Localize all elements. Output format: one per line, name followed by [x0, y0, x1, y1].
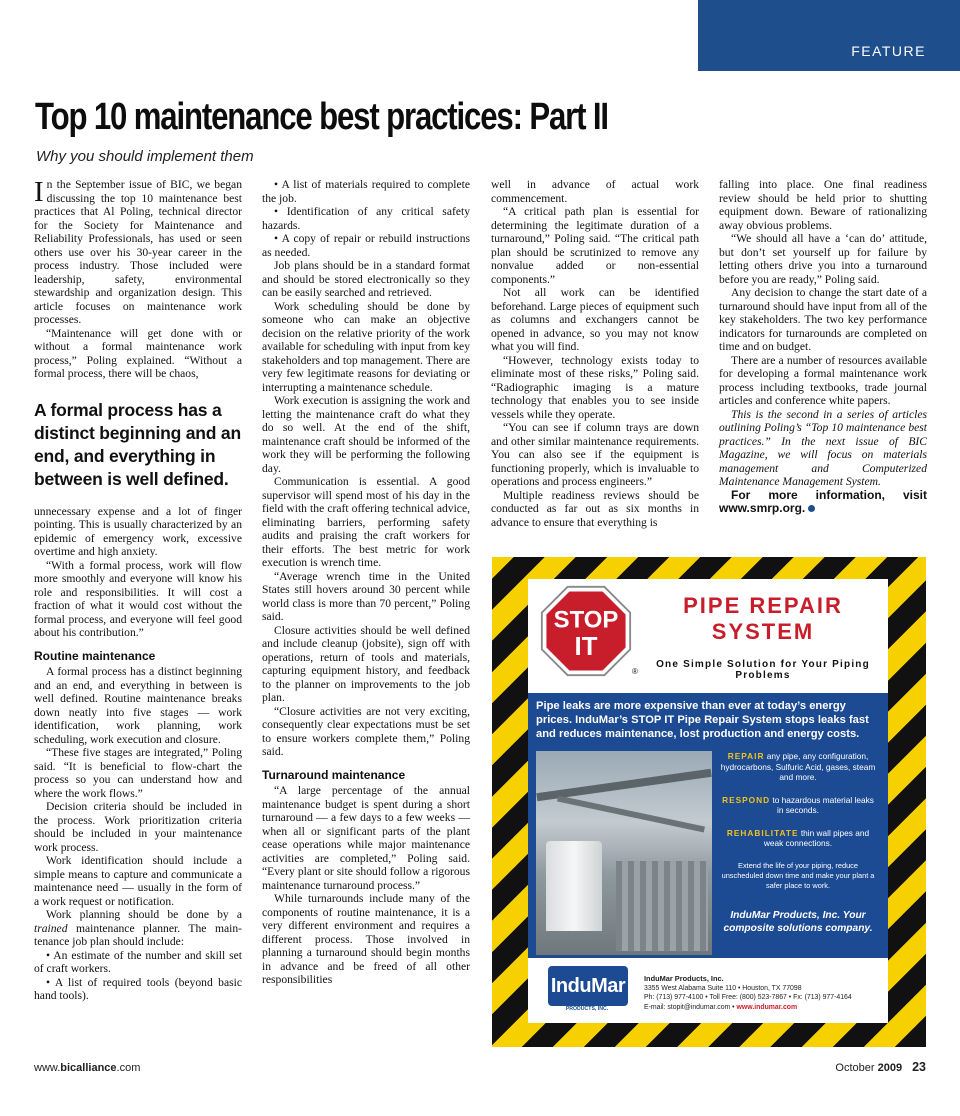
bullet-item: • A list of materials required to complete the job.: [262, 178, 470, 205]
ad-contact: [644, 974, 884, 1012]
stop-sign-icon: [540, 585, 632, 677]
ad-company-tag: InduMar Products, Inc. Your composite solutions company.: [723, 909, 873, 934]
section-heading: Routine maintenance: [34, 648, 156, 663]
paragraph: Work scheduling should be done by someone who can make an objective decision on the relative priority of the work available for scheduling with input from key stakeholders and top management. There are very few legitimate reasons for deviating or interrupting a maintenance schedule.: [262, 299, 470, 394]
bullet-item: • A list of required tools (beyond basic hand tools).: [34, 975, 242, 1002]
more-info: For more information, visit www.smrp.org.: [719, 487, 927, 515]
tank-shape: [546, 841, 602, 931]
paragraph: Work planning should be done by a trained maintenance planner. The main-tenance job plan should include:: [34, 908, 242, 948]
feature-rehabilitate: REHABILITATE thin wall pipes and weak connections.: [726, 827, 870, 848]
plant-photo: [536, 751, 712, 955]
paragraph: “However, technology exists today to eliminate most of these risks,” Poling said. “Radiographic imaging is a mature technology that enables you to see inside vessels while they operate.: [491, 353, 699, 421]
end-mark-icon: [808, 505, 815, 512]
drop-cap: I: [34, 176, 44, 208]
pull-quote: A formal process has a distinct beginning and an end, and everything in between is well defined.: [34, 399, 241, 489]
feature-repair: REPAIR any pipe, any configuration, hydrocarbons, Sulfuric Acid, gases, steam and more.: [720, 751, 876, 782]
paragraph: “These five stages are integrated,” Poling said. “It is beneficial to flow-chart the process so you can understand how and where the work flows.”: [34, 746, 242, 800]
bullet-item: • Identification of any critical safety hazards.: [262, 205, 470, 232]
paragraph: well in advance of actual work commencement.: [491, 178, 699, 205]
ad-intro: Pipe leaks are more expensive than ever at today’s energy prices. InduMar’s STOP IT Pipe Repair System stops leaks fast and reduces maintenance, lost production and energy costs.: [536, 700, 869, 740]
footer-issue: October 2009 23: [835, 1060, 926, 1074]
paragraph: Work identification should include a simple means to capture and communicate a maintenance need — usually in the form of a work request or notification.: [34, 854, 242, 908]
column-2: [262, 178, 470, 987]
paragraph: Not all work can be identified beforehand. Large pieces of equipment such as columns and exchangers cannot be opened in advance, so you may not know what you will find.: [491, 286, 699, 353]
advertisement[interactable]: [492, 557, 926, 1047]
ad-features: [718, 751, 878, 935]
paragraph: “Average wrench time in the United States still hovers around 30 percent while world class is more than 70 percent,” Poling said.: [262, 569, 470, 623]
ad-footer: [528, 958, 888, 1023]
registered-mark: ®: [632, 667, 638, 676]
section-tab: [698, 0, 960, 71]
paragraph: Multiple readiness reviews should be conducted as far out as six months in advance to ensure that everything is: [491, 488, 699, 529]
paragraph: “Maintenance will get done with or without a formal maintenance work process,” Poling explained. “Without a formal process, there will be chaos,: [34, 326, 242, 380]
column-4: [719, 178, 927, 516]
paragraph: “A large percentage of the annual maintenance budget is spent during a short turnaround — a few days to a few weeks — when all or significant parts of the plant cease operations while major maintenance activities are completed,” Poling said. “Every plant or site should follow a rigorous maintenance turnaround process.”: [262, 784, 470, 892]
cooling-tower-shape: [616, 861, 708, 951]
section-heading: Turnaround maintenance: [262, 767, 406, 782]
paragraph: Decision criteria should be included in the process. Work prioritization criteria should be included in your maintenance work process.: [34, 800, 242, 854]
article-title: Top 10 maintenance best practices: Part II: [35, 96, 608, 138]
paragraph: “With a formal process, work will flow more smoothly and everyone will know his role and responsibilities. It will cost a fraction of what it would cost without the formal process, and everyone will feel good about his contribution.”: [34, 558, 242, 639]
ad-panel: [528, 579, 888, 1023]
indumar-logo: InduMar: [548, 966, 628, 1006]
contact-name: InduMar Products, Inc.: [644, 974, 724, 983]
page-number: 23: [912, 1060, 926, 1074]
logo-subtitle: PRODUCTS, INC.: [565, 1006, 609, 1012]
paragraph: Closure activities should be well defined and include cleanup (jobsite), sign off with operations, return of tools and materials, capturing equipment history, and feedback to the planner on improvements to the job plan.: [262, 623, 470, 704]
paragraph: Communication is essential. A good supervisor will spend most of his day in the field with the craft offering technical advice, eliminating barriers, performing safety audits and praising the craft workers for their efforts. The best metric for work execution is wrench time.: [262, 475, 470, 569]
ad-tagline: One Simple Solution for Your Piping Problems: [656, 659, 870, 681]
ad-extend-text: Extend the life of your piping, reduce unscheduled down time and make your plant a safer place to work.: [721, 860, 875, 890]
column-1: [34, 178, 242, 1003]
stop-sign-line2: IT: [574, 632, 598, 661]
series-note: This is the second in a series of articles outlining Poling’s “Top 10 maintenance best practices.” In the next issue of BIC Magazine, we will focus on materials management and Computerized Maintenance Management System.: [719, 407, 927, 488]
paragraph: Job plans should be in a standard format and should be stored electronically so they can be easily searched and retrieved.: [262, 259, 470, 299]
ad-headline: PIPE REPAIR SYSTEM: [683, 593, 843, 644]
stop-sign-line1: STOP: [553, 606, 619, 634]
paragraph: “Closure activities are not very exciting, consequently clear expectations must be set to ensure workers complete them,” Poling said.: [262, 704, 470, 758]
bullet-item: • A copy of repair or rebuild instructions as needed.: [262, 232, 470, 259]
ad-header: [528, 579, 888, 691]
footer-website[interactable]: www.bicalliance.com: [34, 1062, 141, 1074]
pipe-shape: [557, 795, 705, 832]
paragraph: falling into place. One final readiness review should be held prior to shutting equipment down. Beware of rationalizing away obvious problems.: [719, 178, 927, 232]
paragraph: unnecessary expense and a lot of finger pointing. This is usually characterized by an epidemic of emergency work, excessive overtime and high anxiety.: [34, 504, 242, 558]
ad-website-link[interactable]: www.indumar.com: [736, 1003, 798, 1011]
paragraph: “You can see if column trays are down and other similar maintenance requirements. You can also see if the equipment is functioning properly, which is invaluable to operations and process engineers.”: [491, 421, 699, 488]
ad-body: [528, 693, 888, 958]
article-subtitle: Why you should implement them: [36, 148, 254, 165]
paragraph: In the September issue of BIC, we began discussing the top 10 maintenance best practices that Al Poling, technical director for the Society for Maintenance and Reliability Professionals, has used or seen others use over his 30-year career in the process industry. Those included were leadership, safety, environmental stewardship and organization design. This article focuses on maintenance work processes.: [34, 176, 242, 326]
contact-address: 3355 West Alabama Suite 110 • Houston, TX 77098: [644, 984, 802, 992]
paragraph: Work execution is assigning the work and letting the maintenance craft do what they do so well. At the end of the shift, maintenance craft should be informed of the work they will be performing the following day.: [262, 394, 470, 475]
bullet-item: • An estimate of the number and skill set of craft workers.: [34, 948, 242, 975]
paragraph: There are a number of resources available for developing a formal maintenance work process including textbooks, trade journal articles and conference white papers.: [719, 353, 927, 407]
section-label: FEATURE: [851, 43, 926, 59]
paragraph: While turnarounds include many of the components of routine maintenance, it is a very different environment and requires a different process. Those involved in planning a turnaround should begin months in advance and be freed of all other responsibilities: [262, 892, 470, 986]
paragraph: Any decision to change the start date of a turnaround should have input from all of the key stakeholders. The two key performance indicators for turnarounds are completed on time and on budget.: [719, 286, 927, 353]
contact-email-line: E-mail: stopit@indumar.com • www.indumar.com: [644, 1003, 798, 1011]
contact-phone: Ph: (713) 977-4100 • Toll Free: (800) 523-7867 • Fx: (713) 977-4164: [644, 994, 852, 1002]
feature-respond: RESPOND to hazardous material leaks in seconds.: [722, 794, 874, 815]
column-3: [491, 178, 699, 529]
paragraph: “We should all have a ‘can do’ attitude, but don’t set yourself up for failure by letting others drive you into a turnaround before you are ready,” Poling said.: [719, 232, 927, 286]
paragraph: “A critical path plan is essential for determining the legitimate duration of a turnaround,” Poling said. “The critical path plan should be scrutinized to remove any nonvalue added or non-essential components.”: [491, 205, 699, 286]
paragraph: A formal process has a distinct beginning and an end, and everything in between is well defined. Routine maintenance breaks down neatly into five stages — work identification, work planning, work scheduling, work execution and closure.: [34, 665, 242, 746]
